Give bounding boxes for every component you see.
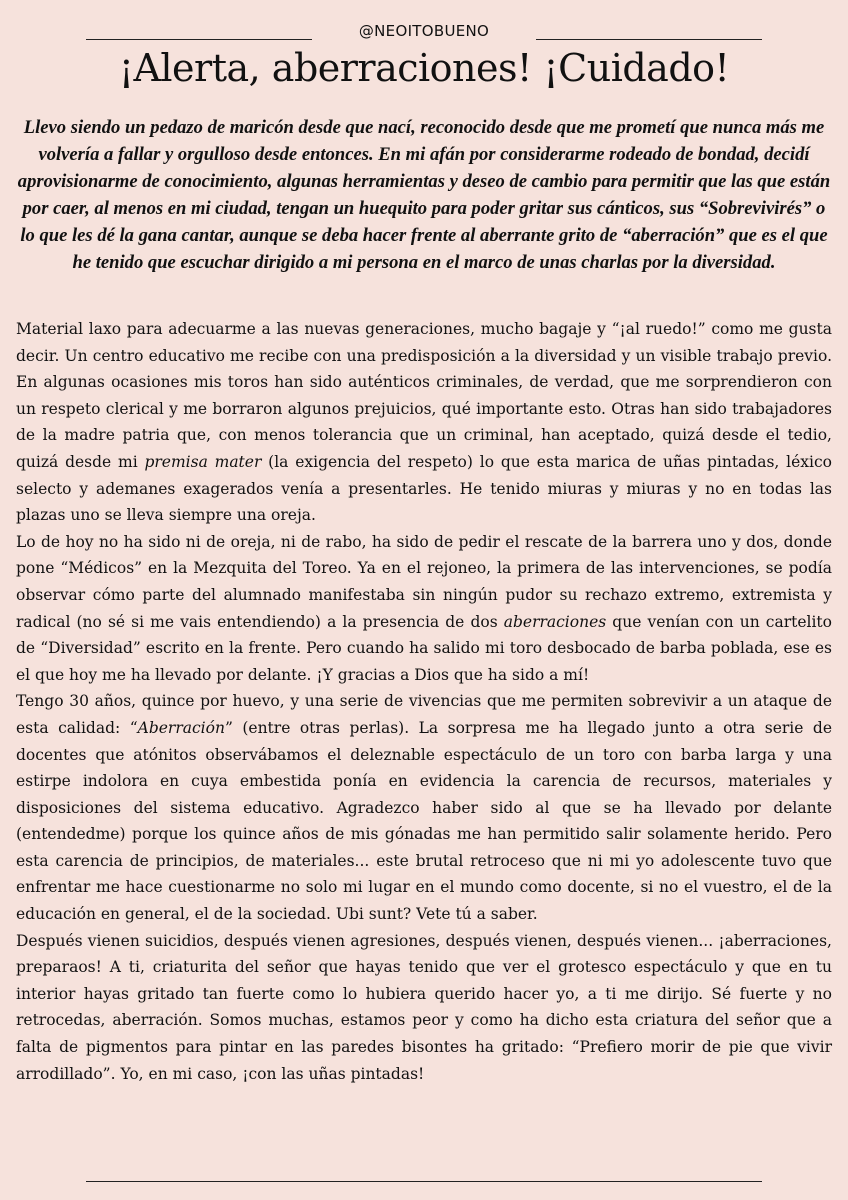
- body-paragraph-2: [16, 529, 832, 689]
- header-rule-right: [536, 39, 762, 40]
- body-paragraph-4: Después vienen suicidios, después vienen agresiones, después vienen, después vienen... ¡aberraciones, preparaos! A ti, criaturita del señor que hayas tenido que ver el grotesco espectáculo y que en tu interior hayas gritado tan fuerte como lo hubiera querido hacer yo, a ti me dirijo. Sé fuerte y no retrocedas, aberración. Somos muchas, estamos peor y como ha dicho esta criatura del señor que a falta de pigmentos para pintar en las paredes bisontes ha gritado: “Prefiero morir de pie que vivir arrodillado”. Yo, en mi caso, ¡con las uñas pintadas!: [16, 931, 832, 1083]
- paragraph-text: (la exigencia del respeto) lo que esta marica de uñas pintadas, léxico selecto y ademanes exagerados venía a presentarles. He tenido miuras y miuras y no en todas las plazas uno se lleva siempre una oreja.: [16, 452, 832, 525]
- footer-rule: [86, 1181, 762, 1182]
- emphasis-text: aberraciones: [503, 612, 607, 631]
- paragraph-text: Tengo 30 años, quince por huevo, y una serie de vivencias que me permiten sobrevivir a un ataque de esta calidad: “: [16, 692, 832, 737]
- article-intro: Llevo siendo un pedazo de maricón desde que nací, reconocido desde que me prometí que nunca más me volvería a fallar y orgulloso desde entonces. En mi afán por considerarme rodeado de bondad, decidí aprovisionarme de conocimiento, algunas herramientas y deseo de cambio para permitir que las que están por caer, al menos en mi ciudad, tengan un huequito para poder gritar sus cánticos, sus “Sobrevivirés” o lo que les dé la gana cantar, aunque se deba hacer frente al aberrante grito de “aberración” que es el que he tenido que escuchar dirigido a mi persona en el marco de unas charlas por la diversidad.: [17, 117, 831, 273]
- paragraph-text: que venían con un cartelito de “Diversidad” escrito en la frente. Pero cuando ha salido mi toro desbocado de barba poblada, ese es el que hoy me ha llevado por delante. ¡Y gracias a Dios que ha sido a mí!: [16, 612, 832, 684]
- article-body: [16, 316, 832, 1087]
- paragraph-text: ” (entre otras perlas). La sorpresa me ha llegado junto a otra serie de docentes que atónitos observábamos el deleznable espectáculo de un toro con barba larga y una estirpe indolora en cuya embestida ponía en evidencia la carencia de recursos, materiales y disposiciones del sistema educativo. Agradezco haber sido al que se ha llevado por delante (entendedme) porque los quince años de mis gónadas me han permitido salir solamente herido. Pero esta carencia de principios, de materiales... este brutal retroceso que ni mi yo adolescente tuvo que enfrentar me hace cuestionarme no solo mi lugar en el mundo como docente, si no el vuestro, el de la educación en general, el de la sociedad. Ubi sunt? Vete tú a saber.: [16, 718, 833, 924]
- body-paragraph-3: [16, 688, 832, 927]
- paragraph-text: Lo de hoy no ha sido ni de oreja, ni de rabo, ha sido de pedir el rescate de la barrera uno y dos, donde pone “Médicos” en la Mezquita del Toreo. Ya en el rejoneo, la primera de las intervenciones, se podía observar cómo parte del alumnado manifestaba sin ningún pudor su rechazo extremo, extremista y radical (no sé si me vais entendiendo) a la presencia de dos: [16, 532, 832, 631]
- paragraph-text: Material laxo para adecuarme a las nuevas generaciones, mucho bagaje y “¡al ruedo!” como me gusta decir. Un centro educativo me recibe con una predisposición a la diversidad y un visible trabajo previo. En algunas ocasiones mis toros han sido auténticos criminales, de verdad, que me sorprendieron con un respeto clerical y me borraron algunos prejuicios, qué importante esto. Otras han sido trabajadores de la madre patria que, con menos tolerancia que un criminal, han aceptado, quizá desde el tedio, quizá desde mi: [16, 320, 832, 471]
- body-paragraph-1: [16, 316, 832, 529]
- emphasis-text: Aberración: [137, 718, 225, 737]
- header-bar: [86, 22, 762, 44]
- emphasis-text: premisa mater: [144, 452, 262, 471]
- article-title: ¡Alerta, aberraciones! ¡Cuidado!: [118, 46, 730, 90]
- author-handle: @NEOITOBUENO: [358, 22, 490, 40]
